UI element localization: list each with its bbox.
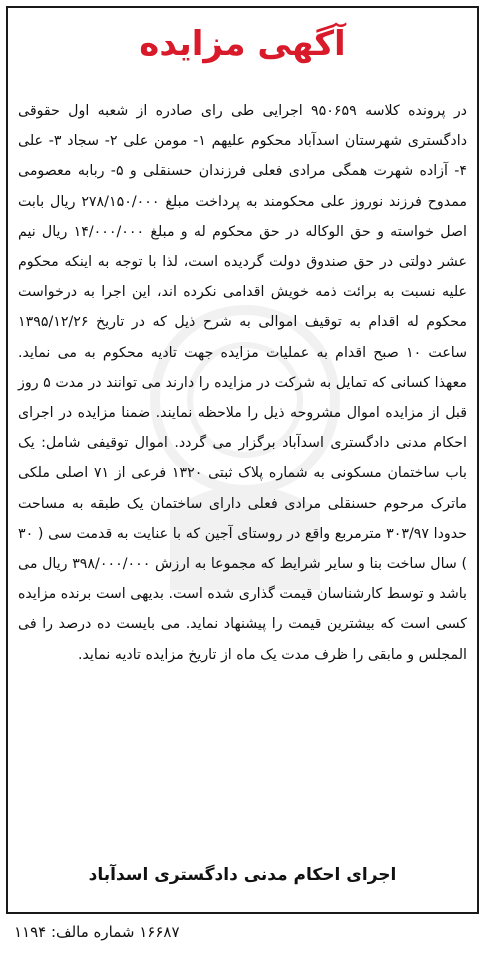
issuer-signature: اجرای احکام مدنی دادگستری اسدآباد [88,865,397,885]
reference-number: ۱۶۶۸۷ شماره مالف: ۱۱۹۴ [14,923,180,941]
notice-body: در پرونده کلاسه ۹۵۰۶۵۹ اجرایی طی رای صادره از شعبه اول حقوقی دادگستری شهرستان اسدآباد محکوم علیهم ۱- مومن علی ۲- سجاد ۳- علی ۴- آزاده شهرت همگی مرادی فعلی فرزندان حسنقلی و ۵- ربابه معصومی ممدوح فرزند نوروز علی محکومند به پرداخت مبلغ ۲۷۸/۱۵۰/۰۰۰ ریال بابت اصل خواسته و حق الوکاله در حق محکوم له و مبلغ ۱۴/۰۰۰/۰۰۰ ریال نیم عشر دولتی در حق صندوق دولت گردیده است، لذا با توجه به اینکه محکوم علیه نسبت به برائت ذمه خویش اقدامی نکرده اند، این اجرا به درخواست محکوم له اقدام به توقیف اموالی به شرح ذیل که در تاریخ ۱۳۹۵/۱۲/۲۶ ساعت ۱۰ صبح اقدام به عملیات مزایده جهت تادیه محکوم به می نماید. معهذا کسانی که تمایل به شرکت در مزایده را دارند می توانند در مدت ۵ روز قبل از مزایده اموال مشروحه ذیل را ملاحظه نمایند. ضمنا مزایده در اجرای احکام مدنی دادگستری اسدآباد برگزار می گردد. اموال توقیفی شامل: یک باب ساختمان مسکونی به شماره پلاک ثبتی ۱۳۲۰ فرعی از ۷۱ اصلی ملکی ماترک مرحوم حسنقلی مرادی فعلی دارای ساختمان یک طبقه به مساحت حدودا ۳۰۳/۹۷ مترمربع واقع در روستای آجین که با عنایت به قدمت سی ( ۳۰ ) سال ساخت بنا و سایر شرایط که مجموعا به ارزش ۳۹۸/۰۰۰/۰۰۰ ریال می باشد و توسط کارشناسان قیمت گذاری شده است. بدیهی است برنده مزایده کسی است که بیشترین قیمت را پیشنهاد نماید. می بایست ده درصد را فی المجلس و مابقی را ظرف مدت یک ماه از تاریخ مزایده تادیه نماید. [18,103,468,663]
notice-title: آگهی مزایده [139,24,346,64]
